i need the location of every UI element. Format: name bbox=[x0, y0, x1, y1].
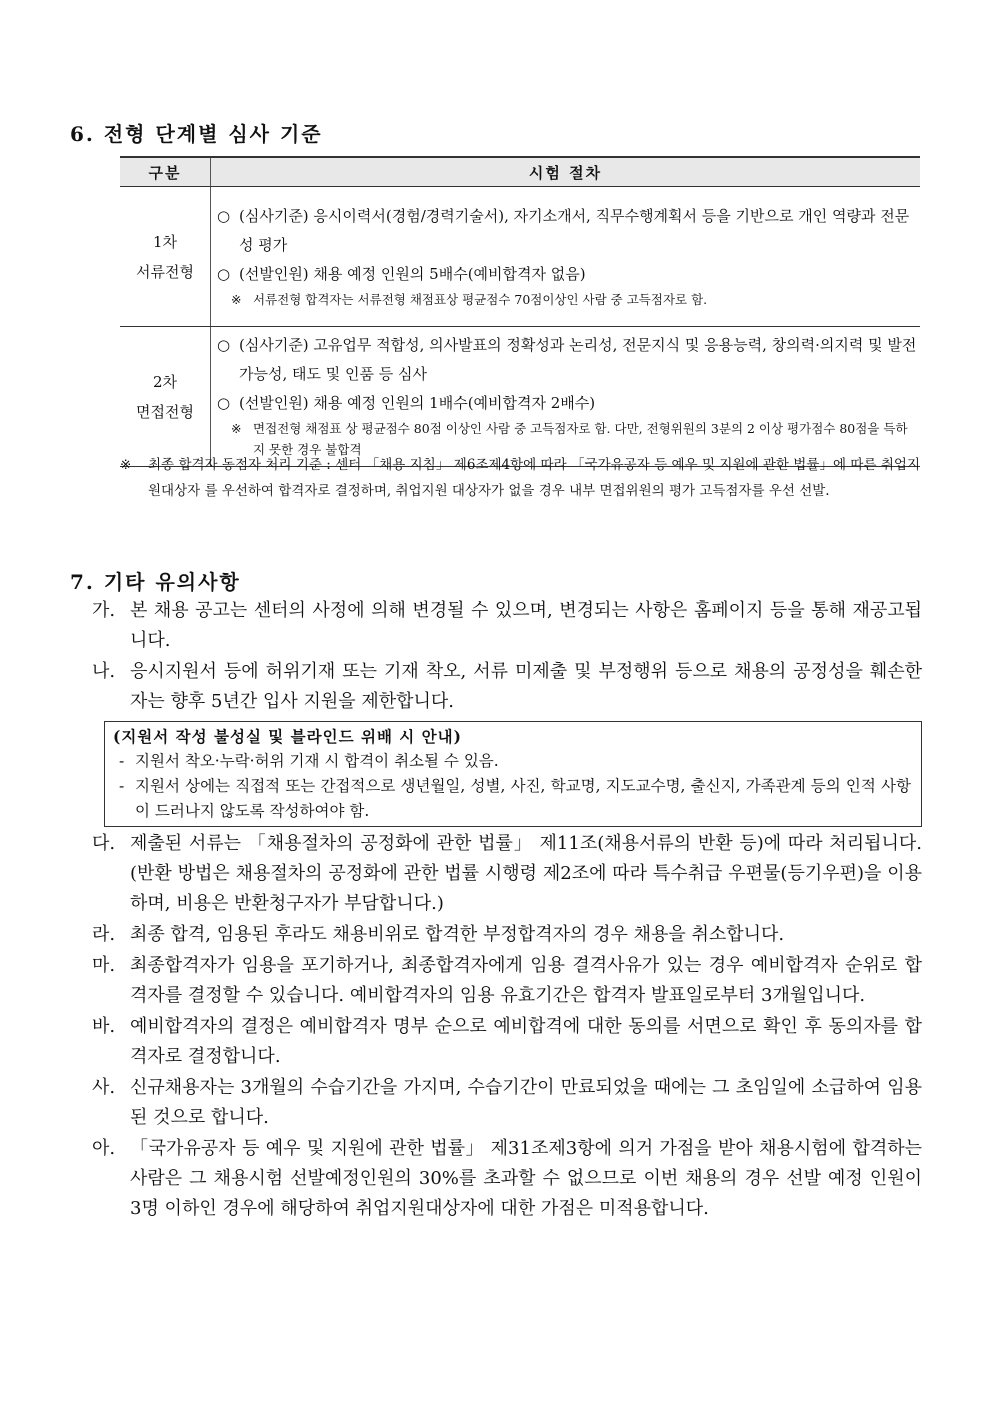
header-category: 구분 bbox=[120, 157, 211, 187]
list-item bbox=[92, 1134, 922, 1224]
item-marker: 라. bbox=[92, 924, 116, 945]
circle-bullet: ○ bbox=[217, 264, 231, 283]
box-item-text: 지원서 착오·누락·허위 기재 시 합격이 취소될 수 있음. bbox=[135, 752, 499, 770]
item-text: 최종합격자가 임용을 포기하거나, 최종합격자에게 임용 결격사유가 있는 경우 예비합격자 순위로 합격자를 결정할 수 있습니다. 예비합격자의 임용 유효기간은 합격자 발표일로부터 3개월입니다. bbox=[130, 955, 922, 1006]
procedure-cell bbox=[211, 187, 921, 327]
blind-notice-box bbox=[104, 721, 922, 827]
box-title: (지원서 작성 불성실 및 블라인드 위배 시 안내) bbox=[113, 727, 462, 746]
table-row-document-screening bbox=[120, 187, 920, 327]
screening-criteria-table bbox=[120, 156, 920, 467]
criteria-note bbox=[217, 289, 918, 310]
tie-breaker-footnote bbox=[120, 452, 920, 504]
list-item bbox=[92, 596, 922, 656]
stage-cell bbox=[120, 187, 211, 327]
note-text: 면접전형 채점표 상 평균점수 80점 이상인 사람 중 고득점자로 함. 다만, 전형위원의 3분의 2 이상 평가점수 80점을 득하지 못한 경우 불합격 bbox=[253, 421, 908, 457]
dash-mark: - bbox=[119, 752, 125, 770]
criteria-item bbox=[217, 202, 918, 260]
stage-name: 면접전형 bbox=[136, 402, 194, 421]
item-text: 「국가유공자 등 예우 및 지원에 관한 법률」 제31조제3항에 의거 가점을 받아 채용시험에 합격하는 사람은 그 채용시험 선발예정인원의 30%를 초과할 수 없으므로 이번 채용의 경우 선발 예정 인원이 3명 이하인 경우에 해당하여 취업지원대상자에 대한 가점은 미적용합니다. bbox=[130, 1138, 922, 1219]
item-text: 본 채용 공고는 센터의 사정에 의해 변경될 수 있으며, 변경되는 사항은 홈페이지 등을 통해 재공고됩니다. bbox=[130, 600, 922, 651]
notice-list bbox=[92, 596, 922, 1224]
criteria-item bbox=[217, 389, 918, 418]
header-procedure: 시험 절차 bbox=[211, 157, 921, 187]
reference-mark: ※ bbox=[120, 457, 132, 473]
procedure-cell bbox=[211, 327, 921, 467]
list-item bbox=[92, 1012, 922, 1072]
item-marker: 아. bbox=[92, 1138, 116, 1159]
list-item bbox=[92, 920, 922, 950]
item-marker: 사. bbox=[92, 1077, 116, 1098]
footnote-text: 최종 합격자 동점자 처리 기준 : 센터 「채용 지침」 제6조제4항에 따라 「국가유공자 등 예우 및 지원에 관한 법률」에 따른 취업지원대상자 를 우선하여 합격자로 결정하며, 취업지원 대상자가 없을 경우 내부 면접위원의 평가 고득점자를 우선 선발. bbox=[148, 457, 920, 499]
item-marker: 나. bbox=[92, 661, 116, 682]
item-text: 예비합격자의 결정은 예비합격자 명부 순으로 예비합격에 대한 동의를 서면으로 확인 후 동의자를 합격자로 결정합니다. bbox=[130, 1016, 922, 1067]
item-marker: 마. bbox=[92, 955, 116, 976]
criteria-item bbox=[217, 260, 918, 289]
criteria-text: (선발인원) 채용 예정 인원의 5배수(예비합격자 없음) bbox=[239, 264, 586, 283]
box-item bbox=[113, 774, 911, 824]
box-item-text: 지원서 상에는 직접적 또는 간접적으로 생년월일, 성별, 사진, 학교명, 지도교수명, 출신지, 가족관계 등의 인적 사항이 드러나지 않도록 작성하여야 함. bbox=[135, 777, 911, 820]
item-text: 응시지원서 등에 허위기재 또는 기재 착오, 서류 미제출 및 부정행위 등으로 채용의 공정성을 훼손한 자는 향후 5년간 입사 지원을 제한합니다. bbox=[130, 661, 922, 712]
circle-bullet: ○ bbox=[217, 336, 231, 354]
section-6-title: 6. 전형 단계별 심사 기준 bbox=[70, 122, 323, 146]
note-text: 서류전형 합격자는 서류전형 채점표상 평균점수 70점이상인 사람 중 고득점자로 함. bbox=[253, 291, 708, 307]
item-marker: 가. bbox=[92, 600, 116, 621]
stage-number: 1차 bbox=[152, 232, 178, 251]
dash-mark: - bbox=[119, 777, 125, 795]
table-header-row bbox=[120, 157, 920, 187]
criteria-item bbox=[217, 331, 918, 389]
list-item bbox=[92, 1073, 922, 1133]
table-row-interview-screening bbox=[120, 327, 920, 467]
box-item bbox=[113, 749, 911, 774]
list-item bbox=[92, 951, 922, 1011]
criteria-text: (심사기준) 응시이력서(경험/경력기술서), 자기소개서, 직무수행계획서 등을 기반으로 개인 역량과 전문성 평가 bbox=[239, 206, 910, 254]
item-text: 최종 합격, 임용된 후라도 채용비위로 합격한 부정합격자의 경우 채용을 취소합니다. bbox=[130, 924, 785, 945]
item-text: 신규채용자는 3개월의 수습기간을 가지며, 수습기간이 만료되었을 때에는 그 초임일에 소급하여 임용된 것으로 합니다. bbox=[130, 1077, 922, 1128]
criteria-text: (선발인원) 채용 예정 인원의 1배수(예비합격자 2배수) bbox=[239, 394, 596, 412]
circle-bullet: ○ bbox=[217, 394, 231, 412]
section-7-title: 7. 기타 유의사항 bbox=[70, 570, 241, 594]
list-item bbox=[92, 657, 922, 717]
item-marker: 다. bbox=[92, 833, 116, 854]
stage-name: 서류전형 bbox=[136, 262, 194, 281]
list-item bbox=[92, 829, 922, 919]
stage-cell bbox=[120, 327, 211, 467]
reference-mark: ※ bbox=[231, 421, 242, 436]
item-text: 제출된 서류는 「채용절차의 공정화에 관한 법률」 제11조(채용서류의 반환 등)에 따라 처리됩니다.(반환 방법은 채용절차의 공정화에 관한 법률 시행령 제2조에 따라 특수취급 우편물(등기우편)을 이용하며, 비용은 반환청구자가 부담합니다.) bbox=[130, 833, 922, 914]
stage-number: 2차 bbox=[152, 372, 178, 391]
circle-bullet: ○ bbox=[217, 206, 231, 225]
reference-mark: ※ bbox=[231, 291, 242, 307]
criteria-text: (심사기준) 고유업무 적합성, 의사발표의 정확성과 논리성, 전문지식 및 응용능력, 창의력·의지력 및 발전가능성, 태도 및 인품 등 심사 bbox=[239, 336, 917, 383]
item-marker: 바. bbox=[92, 1016, 116, 1037]
